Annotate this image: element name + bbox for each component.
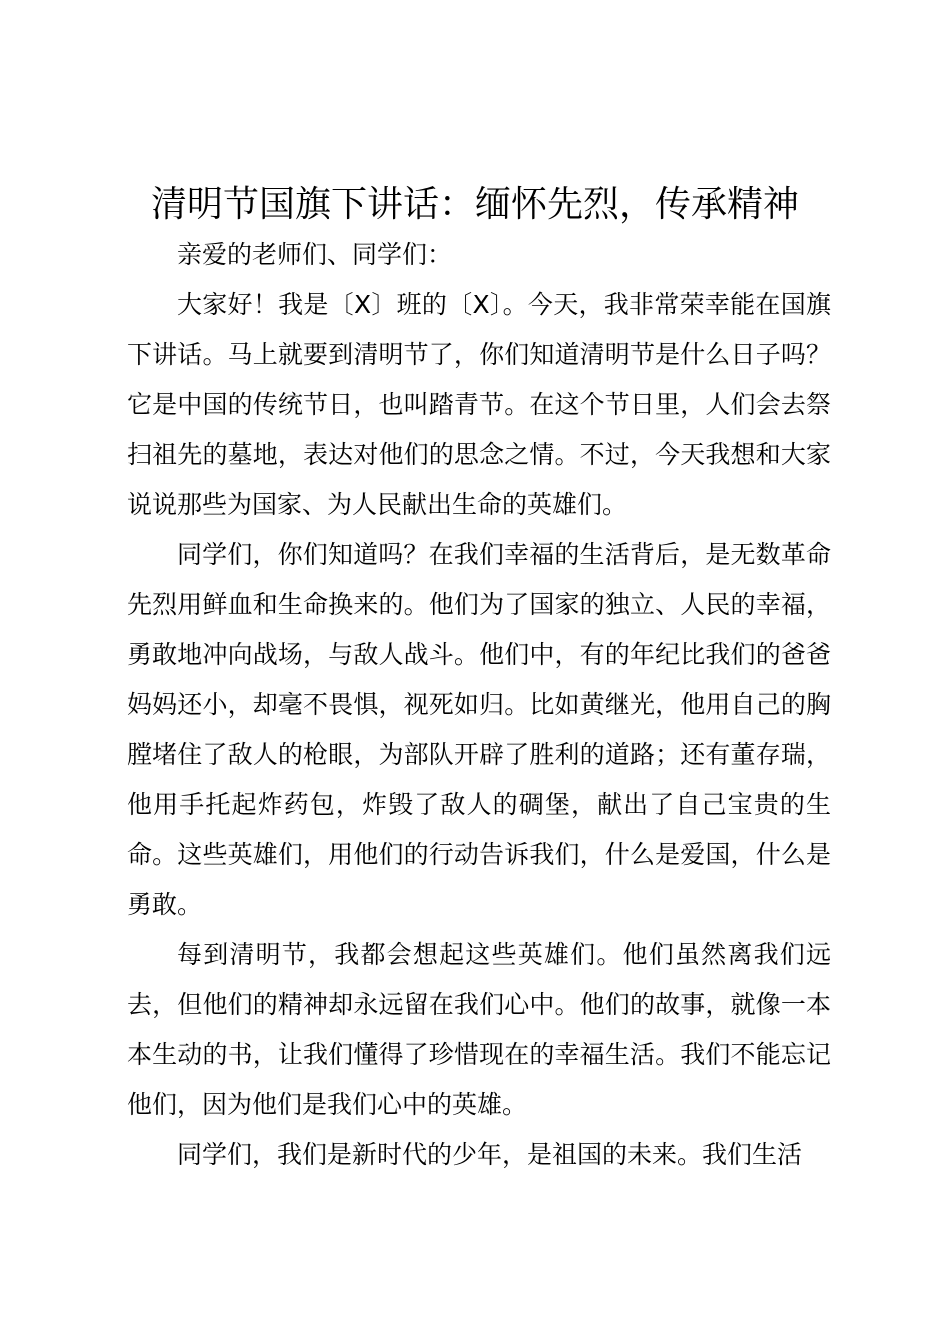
document-title: 清明节国旗下讲话：缅怀先烈，传承精神 bbox=[150, 184, 799, 225]
paragraph: 每到清明节，我都会想起这些英雄们。他们虽然离我们远去，但他们的精神却永远留在我们心中。他们的故事，就像一本本生动的书，让我们懂得了珍惜现在的幸福生活。我们不能忘记他们，因为他们是我们心中的英雄。 bbox=[127, 940, 831, 1119]
paragraph: 同学们，我们是新时代的少年，是祖国的未来。我们生活 bbox=[177, 1140, 803, 1169]
document-body bbox=[127, 230, 831, 1180]
paragraph: 同学们，你们知道吗？在我们幸福的生活背后，是无数革命先烈用鲜血和生命换来的。他们为了国家的独立、人民的幸福，勇敢地冲向战场，与敌人战斗。他们中，有的年纪比我们的爸爸妈妈还小，却毫不畏惧，视死如归。比如黄继光，他用自己的胸膛堵住了敌人的枪眼，为部队开辟了胜利的道路；还有董存瑞，他用手托起炸药包，炸毁了敌人的碉堡，献出了自己宝贵的生命。这些英雄们，用他们的行动告诉我们，什么是爱国，什么是勇敢。 bbox=[127, 540, 831, 919]
paragraph: 大家好！我是〔X〕班的〔X〕。今天，我非常荣幸能在国旗下讲话。马上就要到清明节了，你们知道清明节是什么日子吗？它是中国的传统节日，也叫踏青节。在这个节日里，人们会去祭扫祖先的墓地，表达对他们的思念之情。不过，今天我想和大家说说那些为国家、为人民献出生命的英雄们。 bbox=[127, 290, 831, 519]
paragraph-greeting: 亲爱的老师们、同学们： bbox=[177, 240, 453, 269]
